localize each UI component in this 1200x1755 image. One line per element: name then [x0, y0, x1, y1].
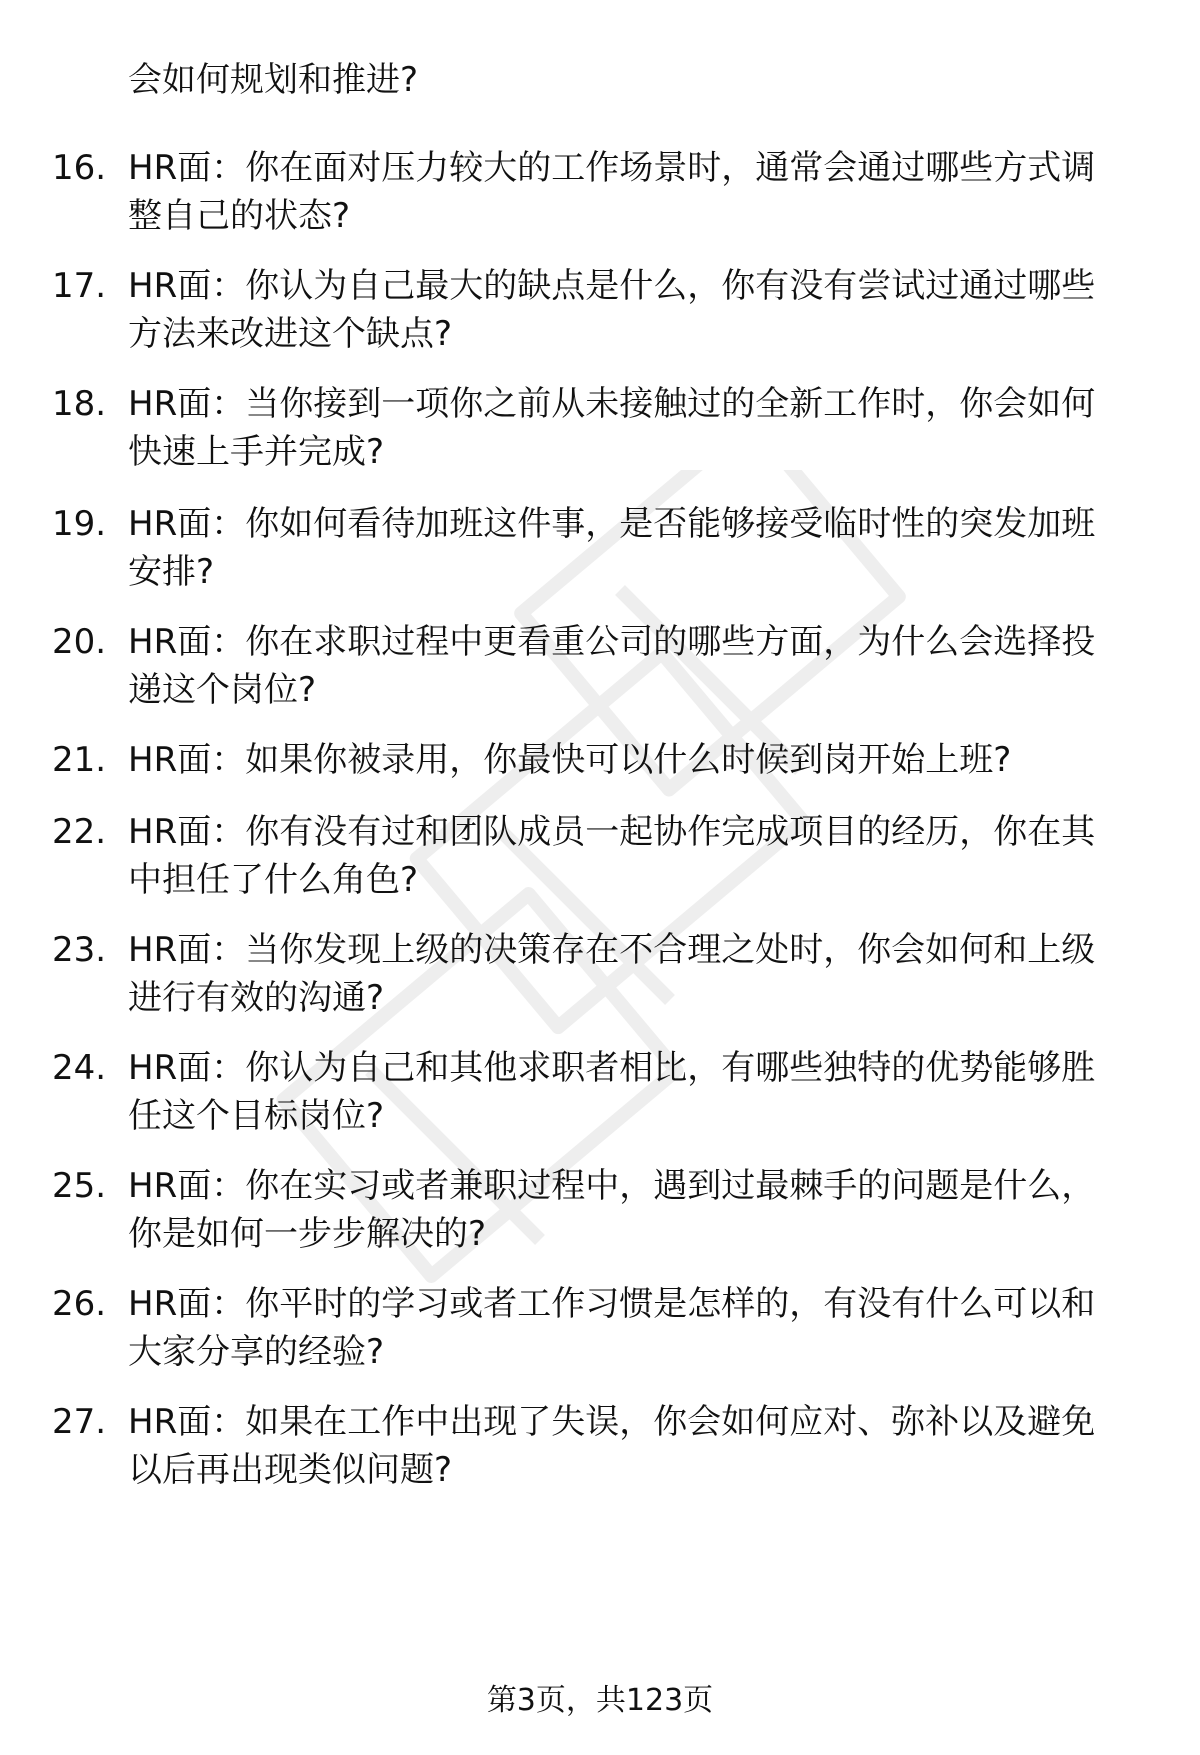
- question-text-line: 方法来改进这个缺点?: [128, 314, 453, 354]
- question-number: 18.: [52, 384, 107, 424]
- question-number: 22.: [52, 812, 107, 852]
- question-number: 26.: [52, 1284, 107, 1324]
- question-number: 20.: [52, 622, 107, 662]
- question-text-line: HR面：你在求职过程中更看重公司的哪些方面，为什么会选择投: [128, 622, 1096, 662]
- question-text-line: 以后再出现类似问题?: [128, 1450, 453, 1490]
- question-text-line: 任这个目标岗位?: [128, 1096, 385, 1136]
- question-text-line: HR面：你平时的学习或者工作习惯是怎样的，有没有什么可以和: [128, 1284, 1096, 1324]
- question-text-line: HR面：当你接到一项你之前从未接触过的全新工作时，你会如何: [128, 384, 1096, 424]
- question-text-line: 会如何规划和推进?: [128, 60, 419, 100]
- question-text-line: HR面：你在实习或者兼职过程中，遇到过最棘手的问题是什么，: [128, 1166, 1096, 1206]
- question-text-line: 大家分享的经验?: [128, 1332, 385, 1372]
- question-number: 27.: [52, 1402, 107, 1442]
- question-number: 17.: [52, 266, 107, 306]
- question-text-line: HR面：如果在工作中出现了失误，你会如何应对、弥补以及避免: [128, 1402, 1096, 1442]
- question-text-line: 进行有效的沟通?: [128, 978, 385, 1018]
- question-text-line: 中担任了什么角色?: [128, 860, 419, 900]
- question-number: 25.: [52, 1166, 107, 1206]
- question-text-line: HR面：你认为自己和其他求职者相比，有哪些独特的优势能够胜: [128, 1048, 1096, 1088]
- question-text-line: 快速上手并完成?: [128, 432, 385, 472]
- question-number: 23.: [52, 930, 107, 970]
- question-text-line: 递这个岗位?: [128, 670, 317, 710]
- question-number: 19.: [52, 504, 107, 544]
- question-text-line: 你是如何一步步解决的?: [128, 1214, 487, 1254]
- question-text-line: 安排?: [128, 552, 215, 592]
- page-footer: 第3页，共123页: [486, 1683, 714, 1718]
- question-text-line: HR面：你在面对压力较大的工作场景时，通常会通过哪些方式调: [128, 148, 1096, 188]
- question-text-line: HR面：你认为自己最大的缺点是什么，你有没有尝试过通过哪些: [128, 266, 1096, 306]
- question-number: 24.: [52, 1048, 107, 1088]
- question-text-line: HR面：当你发现上级的决策存在不合理之处时，你会如何和上级: [128, 930, 1096, 970]
- question-text-line: HR面：你有没有过和团队成员一起协作完成项目的经历，你在其: [128, 812, 1096, 852]
- question-text-line: 整自己的状态?: [128, 196, 351, 236]
- question-number: 16.: [52, 148, 107, 188]
- question-text-line: HR面：如果你被录用，你最快可以什么时候到岗开始上班?: [128, 740, 1012, 780]
- question-number: 21.: [52, 740, 107, 780]
- question-text-line: HR面：你如何看待加班这件事，是否能够接受临时性的突发加班: [128, 504, 1096, 544]
